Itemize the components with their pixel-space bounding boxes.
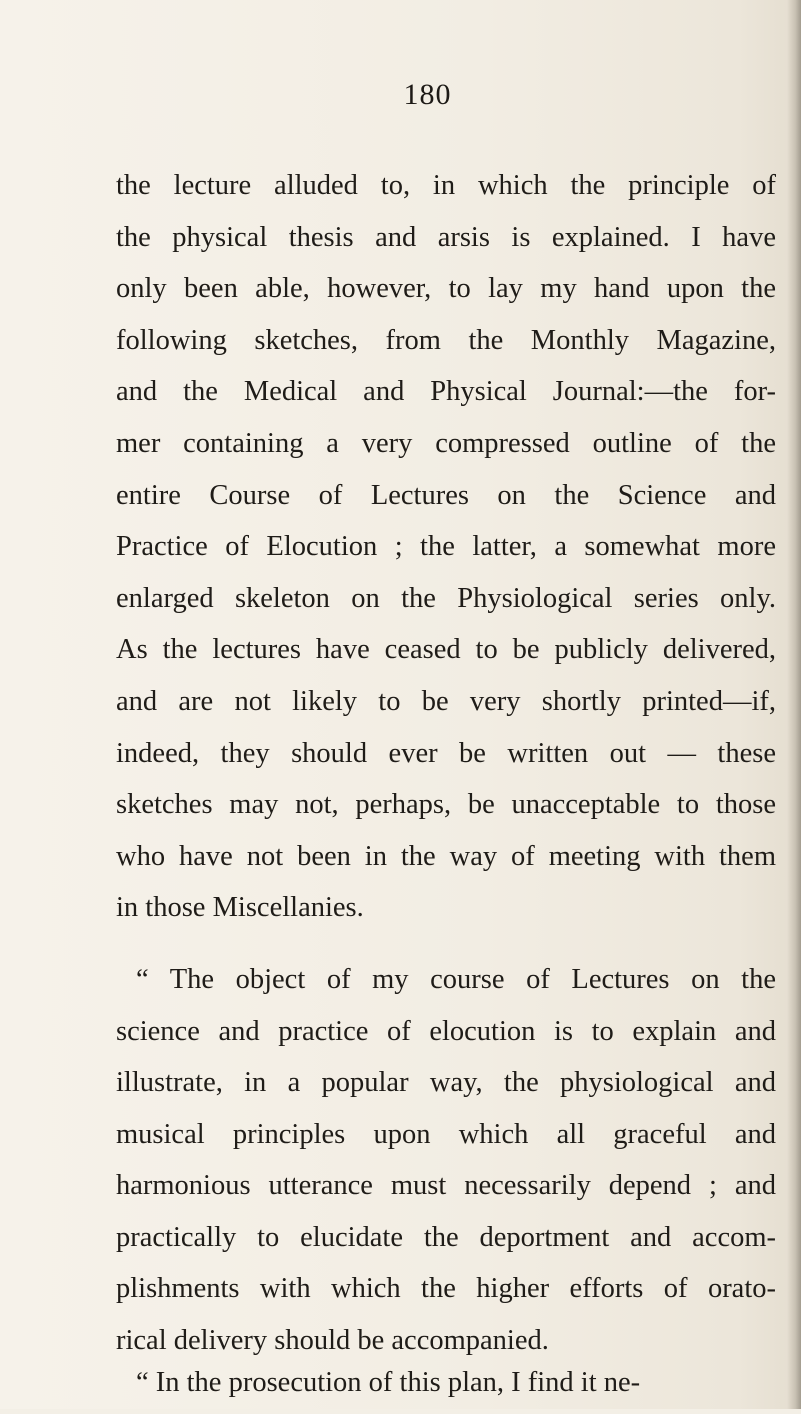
text-line: rical delivery should be accompanied. <box>116 1325 549 1357</box>
text-line: sketches may not, perhaps, be unacceptable to those <box>116 789 776 821</box>
text-line: and are not likely to be very shortly printed—if, <box>116 685 776 717</box>
text-line: mer containing a very compressed outline of the <box>116 427 776 459</box>
text-line: entire Course of Lectures on the Science and <box>116 479 776 511</box>
text-line: As the lectures have ceased to be publicly delivered, <box>116 634 776 666</box>
text-line: in those Miscellanies. <box>116 892 364 924</box>
page-number: 180 <box>403 78 452 111</box>
text-line: the lecture alluded to, in which the principle of <box>116 170 776 201</box>
text-line: who have not been in the way of meeting with them <box>116 840 776 872</box>
text-line: “ The object of my course of Lectures on the <box>136 963 776 995</box>
text-line: science and practice of elocution is to explain and <box>116 1015 776 1047</box>
paragraph-2 <box>116 960 776 1373</box>
paragraph-3 <box>116 1363 776 1414</box>
text-line: enlarged skeleton on the Physiological series only. <box>116 582 776 614</box>
body-text <box>116 166 776 1414</box>
text-line: following sketches, from the Monthly Magazine, <box>116 324 776 356</box>
text-line: the physical thesis and arsis is explained. I have <box>116 221 776 253</box>
text-line: indeed, they should ever be written out — these <box>116 737 776 769</box>
text-line: Practice of Elocution ; the latter, a somewhat more <box>116 531 776 563</box>
page-edge-shadow <box>787 0 801 1409</box>
text-line: “ In the prosecution of this plan, I find it ne- <box>136 1366 641 1398</box>
text-line: only been able, however, to lay my hand upon the <box>116 273 776 305</box>
text-line: musical principles upon which all graceful and <box>116 1118 776 1150</box>
paragraph-1 <box>116 166 776 940</box>
text-line: practically to elucidate the deportment and accom- <box>116 1221 776 1253</box>
text-line: plishments with which the higher efforts of orato- <box>116 1273 776 1305</box>
text-line: illustrate, in a popular way, the physiological and <box>116 1067 776 1099</box>
text-line: and the Medical and Physical Journal:—the for- <box>116 376 776 408</box>
text-line: harmonious utterance must necessarily depend ; and <box>116 1170 776 1202</box>
